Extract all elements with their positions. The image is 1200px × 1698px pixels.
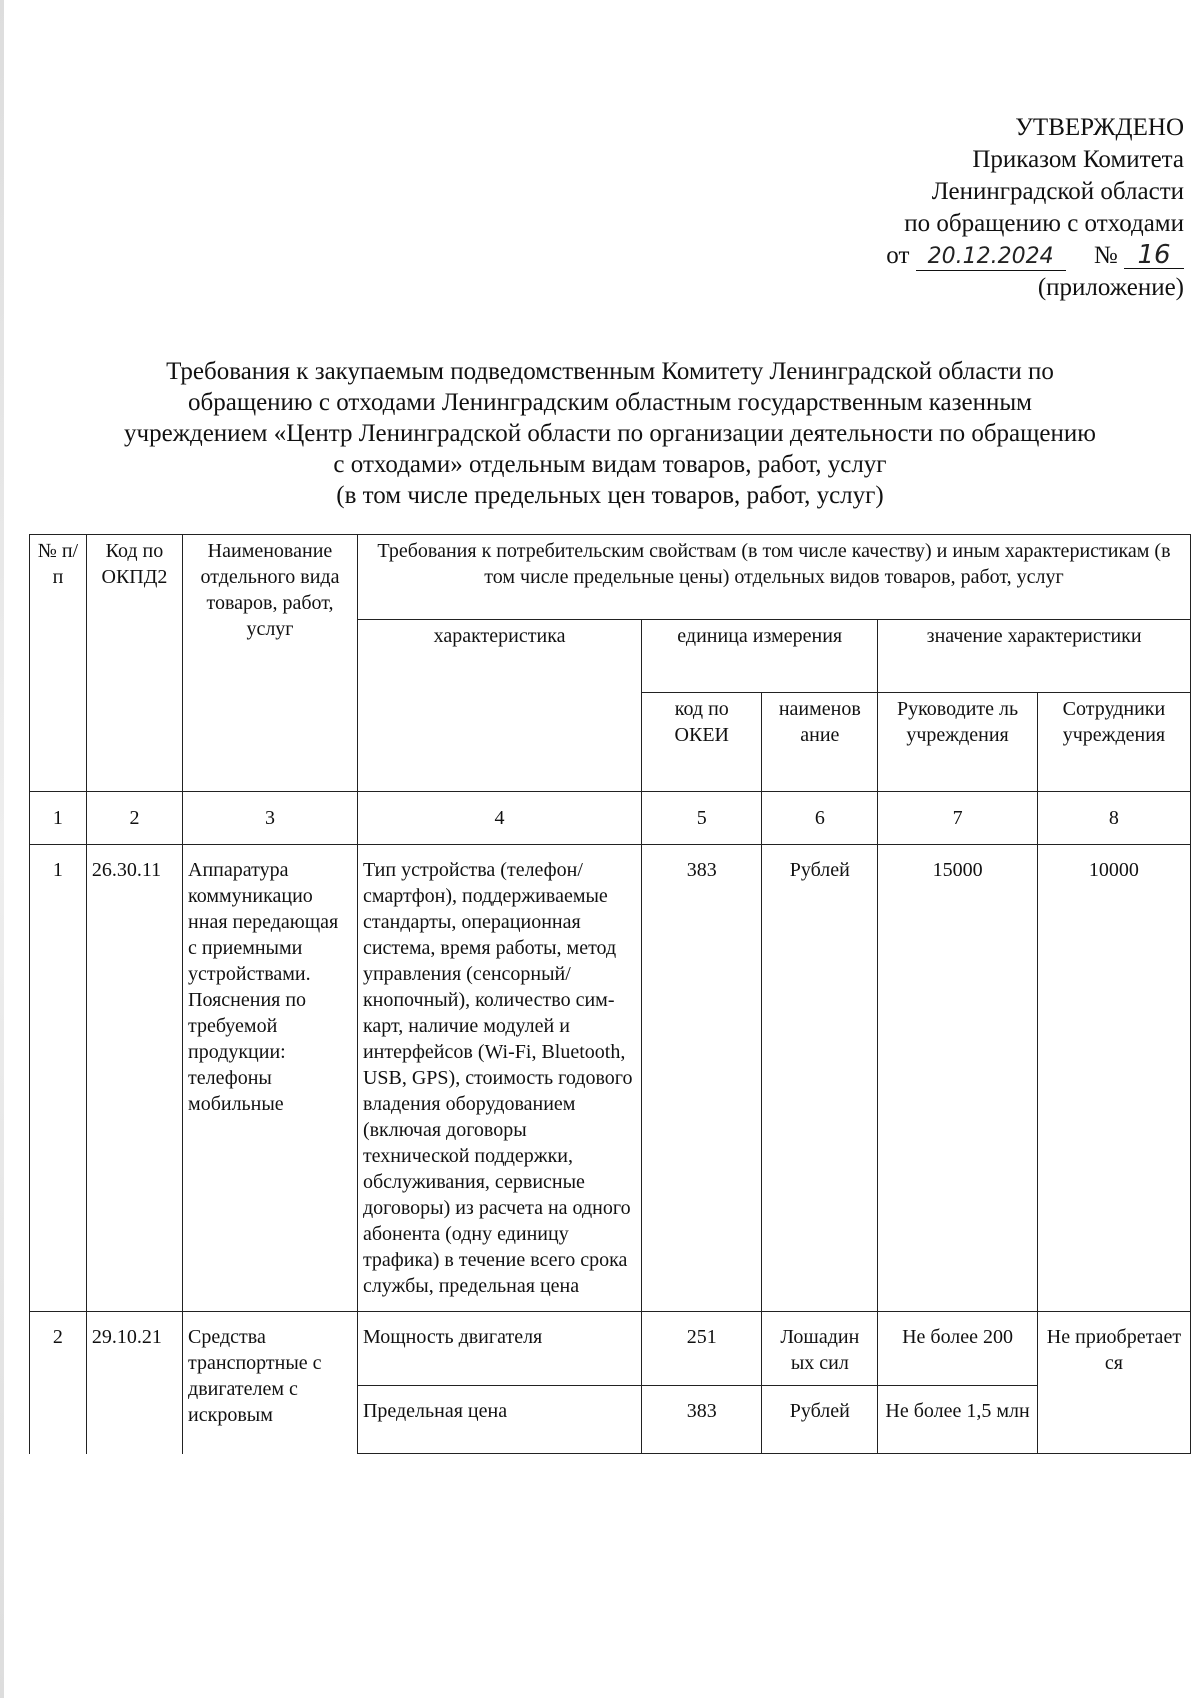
- header-value-head: Руководите ль учреждения: [878, 693, 1038, 792]
- row-okpd: 29.10.21: [86, 1312, 182, 1454]
- table-row: [30, 845, 1191, 1312]
- row-characteristic: Мощность двигателя: [357, 1312, 641, 1386]
- row-unit-code: 251: [642, 1312, 762, 1386]
- row-num: 2: [30, 1312, 87, 1454]
- row-value-head: Не более 200: [878, 1312, 1038, 1386]
- approval-line-2: Ленинградской области: [931, 178, 1184, 205]
- handwritten-number: 16: [1124, 242, 1184, 269]
- header-value-staff: Сотрудники учреждения: [1037, 693, 1190, 792]
- row-okpd: 26.30.11: [86, 845, 182, 1312]
- column-number: 3: [183, 792, 358, 845]
- approval-status: УТВЕРЖДЕНО: [1015, 114, 1184, 141]
- header-characteristic: характеристика: [357, 620, 641, 792]
- approval-stamp: [764, 112, 1184, 304]
- header-requirements: Требования к потребительским свойствам (в том числе качеству) и иным характеристикам (в том числе предельные цены) отдельных видов товаров, работ, услуг: [357, 535, 1190, 620]
- approval-line-1: Приказом Комитета: [972, 146, 1184, 173]
- column-number: 5: [642, 792, 762, 845]
- row-value-head: 15000: [878, 845, 1038, 1312]
- title-line: учреждением «Центр Ленинградской области по организации деятельности по обращению: [124, 420, 1096, 447]
- row-unit-name: Лошадин ых сил: [762, 1312, 878, 1386]
- header-unit-code: код по ОКЕИ: [642, 693, 762, 792]
- column-number: 2: [86, 792, 182, 845]
- header-name: Наименование отдельного вида товаров, работ, услуг: [183, 535, 358, 792]
- header-unit: единица измерения: [642, 620, 878, 693]
- title-line: (в том числе предельных цен товаров, работ, услуг): [336, 482, 884, 509]
- row-value-head: Не более 1,5 млн: [878, 1386, 1038, 1454]
- row-name: Аппаратура коммуникацио нная передающая с приемными устройствами. Пояснения по требуемой продукции: телефоны мобильные: [183, 845, 358, 1312]
- scan-edge: [0, 0, 4, 1698]
- date-prefix: от: [886, 242, 910, 269]
- header-okpd: Код по ОКПД2: [86, 535, 182, 792]
- column-number: 8: [1037, 792, 1190, 845]
- header-num: № п/п: [30, 535, 87, 792]
- header-value: значение характеристики: [878, 620, 1191, 693]
- row-unit-name: Рублей: [762, 1386, 878, 1454]
- number-prefix: №: [1093, 242, 1118, 269]
- row-unit-code: 383: [642, 845, 762, 1312]
- row-unit-name: Рублей: [762, 845, 878, 1312]
- header-unit-name: наименов ание: [762, 693, 878, 792]
- column-number: 6: [762, 792, 878, 845]
- approval-date-line: [764, 240, 1184, 272]
- title-line: с отходами» отдельным видам товаров, работ, услуг: [333, 451, 887, 478]
- column-number: 1: [30, 792, 87, 845]
- column-number: 4: [357, 792, 641, 845]
- row-characteristic: Предельная цена: [357, 1386, 641, 1454]
- row-characteristic: Тип устройства (телефон/смартфон), поддерживаемые стандарты, операционная система, время работы, метод управления (сенсорный/кнопочный), количество сим-карт, наличие модулей и интерфейсов (Wi-Fi, Bluetooth, USB, GPS), стоимость годового владения оборудованием (включая договоры технической поддержки, обслуживания, сервисные договоры) из расчета на одного абонента (одну единицу трафика) в течение всего срока службы, предельная цена: [357, 845, 641, 1312]
- row-value-staff: Не приобретает ся: [1037, 1312, 1190, 1454]
- row-value-staff: 10000: [1037, 845, 1190, 1312]
- row-num: 1: [30, 845, 87, 1312]
- handwritten-date: 20.12.2024: [916, 244, 1066, 271]
- requirements-table: [29, 534, 1191, 1454]
- document-title: [60, 356, 1160, 511]
- title-line: Требования к закупаемым подведомственным Комитету Ленинградской области по: [166, 358, 1054, 385]
- column-number: 7: [878, 792, 1038, 845]
- table-row: [30, 1312, 1191, 1386]
- approval-line-3: по обращению с отходами: [904, 210, 1184, 237]
- approval-appendix: (приложение): [1037, 274, 1184, 301]
- title-line: обращению с отходами Ленинградским областным государственным казенным: [188, 389, 1032, 416]
- row-name: Средства транспортные с двигателем с искровым: [183, 1312, 358, 1454]
- row-unit-code: 383: [642, 1386, 762, 1454]
